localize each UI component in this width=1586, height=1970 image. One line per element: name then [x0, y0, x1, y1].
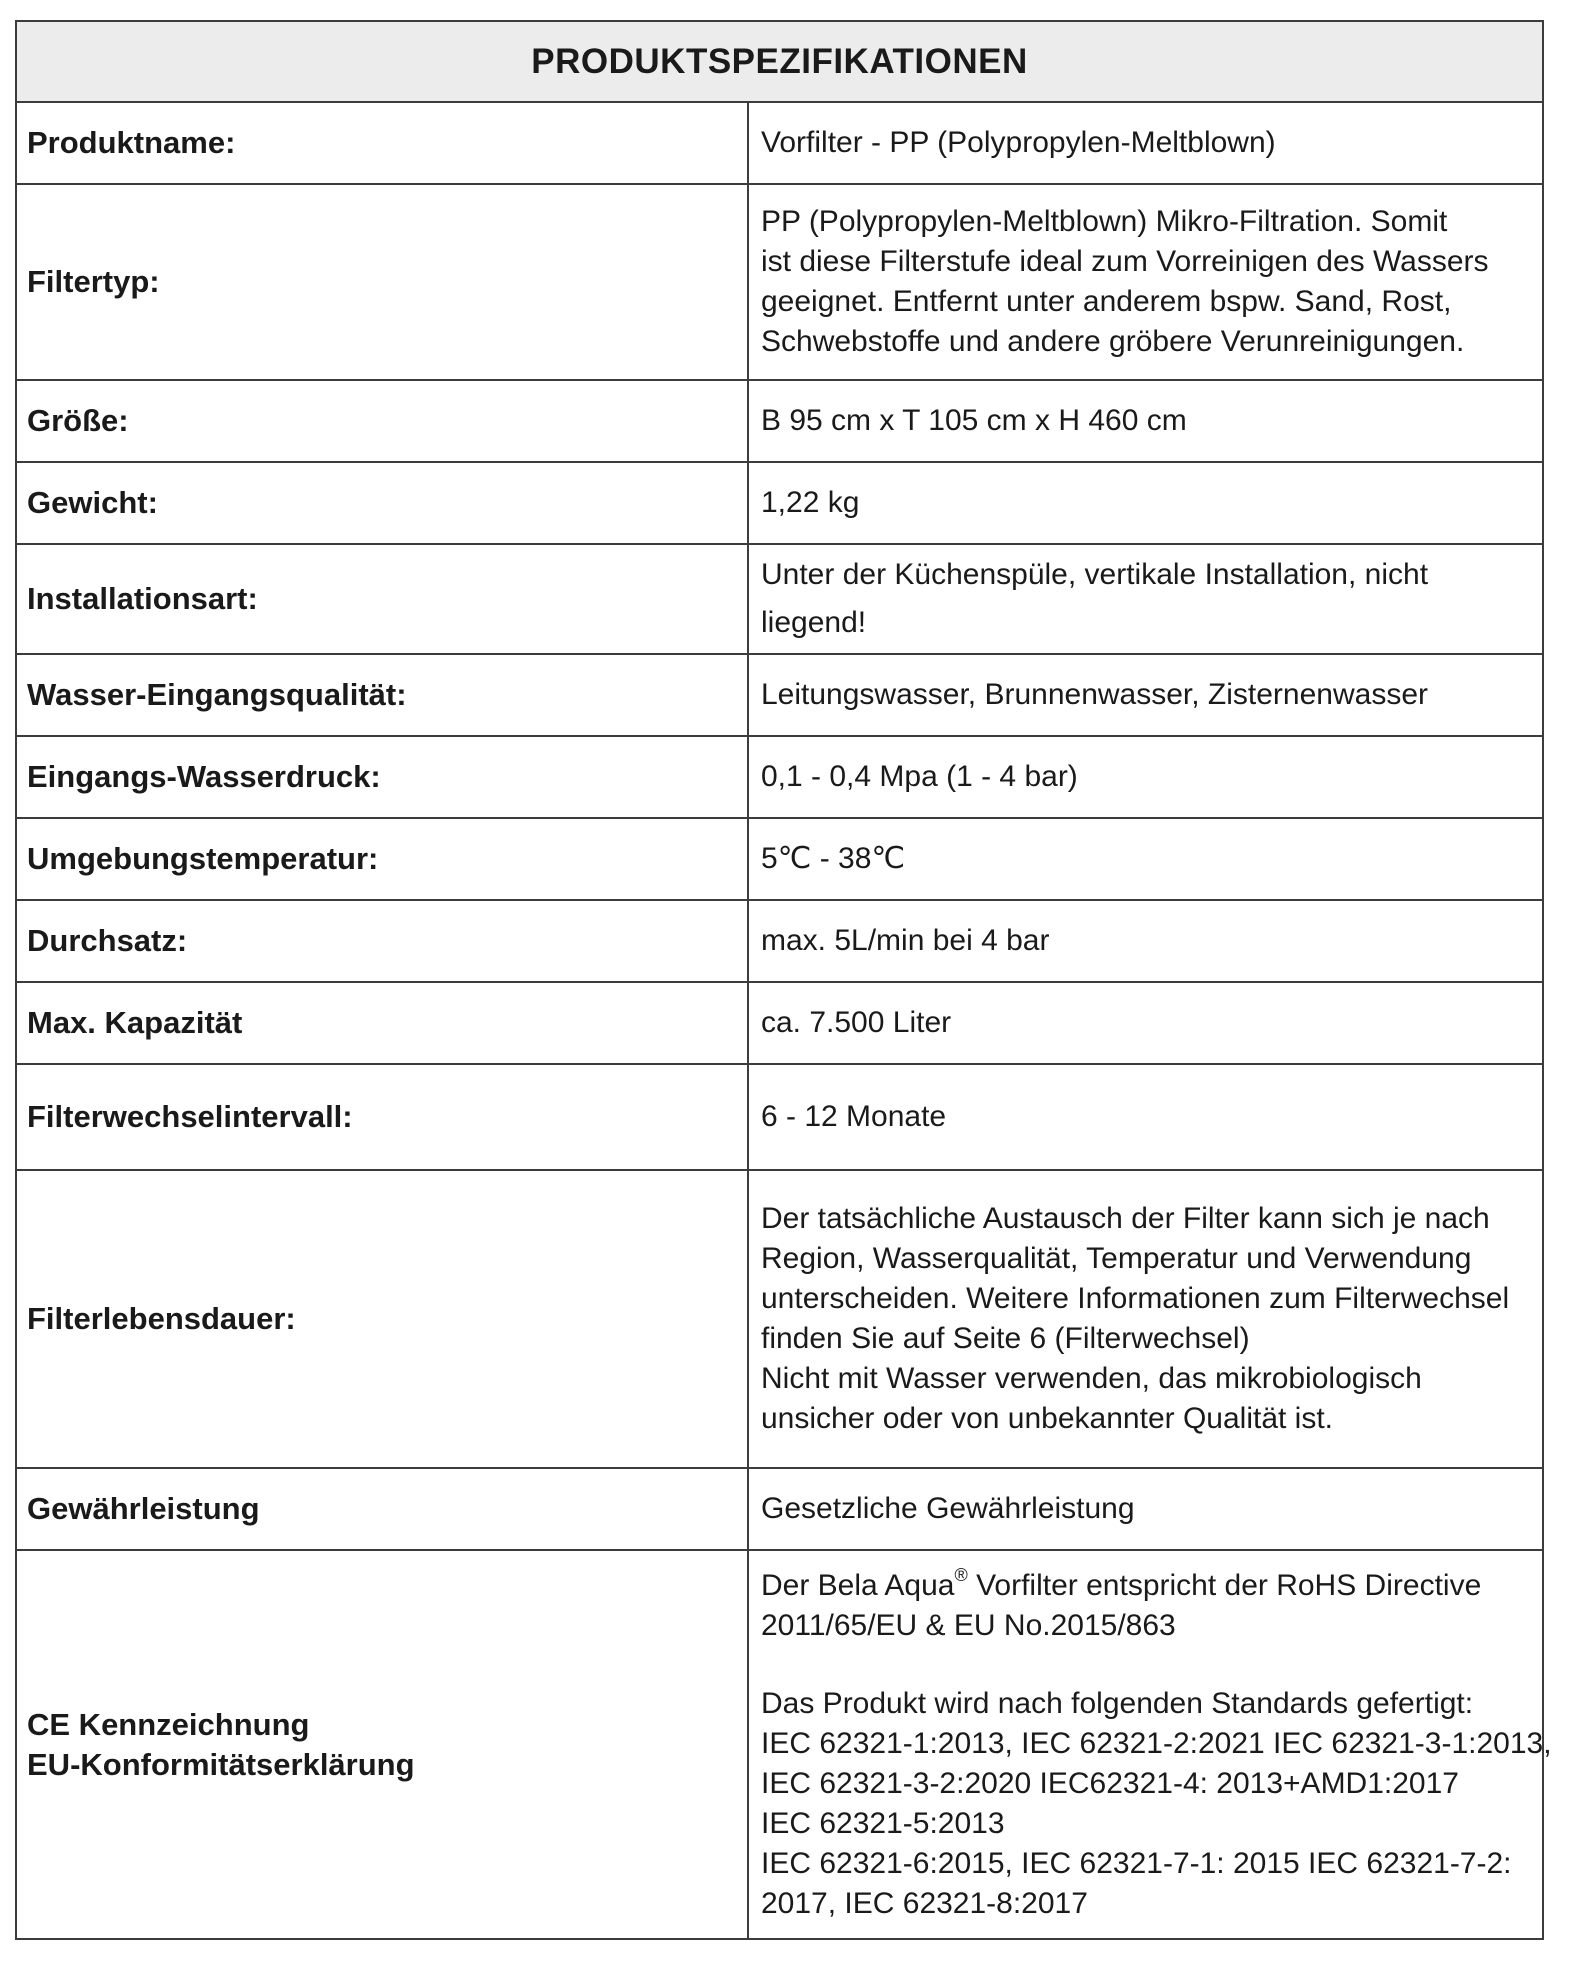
ce-standard-line: IEC 62321-1:2013, IEC 62321-2:2021 IEC 62321-3-1:2013,	[761, 1726, 1552, 1760]
row-label: Gewicht:	[16, 462, 748, 544]
row-value: Unter der Küchenspüle, vertikale Installation, nicht liegend!	[748, 544, 1543, 654]
row-value: Gesetzliche Gewährleistung	[748, 1468, 1543, 1550]
row-label: Größe:	[16, 380, 748, 462]
row-value: B 95 cm x T 105 cm x H 460 cm	[748, 380, 1543, 462]
row-label: Umgebungstemperatur:	[16, 818, 748, 900]
table-title: PRODUKTSPEZIFIKATIONEN	[16, 21, 1543, 102]
table-row	[16, 1064, 1543, 1170]
table-row	[16, 462, 1543, 544]
row-label: Produktname:	[16, 102, 748, 184]
row-label: Gewährleistung	[16, 1468, 748, 1550]
ce-label-line2: EU-Konformitätserklärung	[27, 1746, 415, 1782]
row-value: Vorfilter - PP (Polypropylen-Meltblown)	[748, 102, 1543, 184]
table-row	[16, 1170, 1543, 1468]
row-value: ca. 7.500 Liter	[748, 982, 1543, 1064]
row-label: Wasser-Eingangsqualität:	[16, 654, 748, 736]
row-value: 5℃ - 38℃	[748, 818, 1543, 900]
ce-standards-intro: Das Produkt wird nach folgenden Standards gefertigt:	[761, 1686, 1474, 1720]
table-row	[16, 736, 1543, 818]
table-header-row	[16, 21, 1543, 102]
ce-standard-line: 2017, IEC 62321-8:2017	[761, 1886, 1088, 1920]
row-label: Filterwechselintervall:	[16, 1064, 748, 1170]
row-label: Max. Kapazität	[16, 982, 748, 1064]
ce-label-line1: CE Kennzeichnung	[27, 1706, 310, 1742]
table-row	[16, 1468, 1543, 1550]
row-label: Durchsatz:	[16, 900, 748, 982]
row-value: 0,1 - 0,4 Mpa (1 - 4 bar)	[748, 736, 1543, 818]
row-label: Filtertyp:	[16, 184, 748, 380]
ce-directive: 2011/65/EU & EU No.2015/863	[761, 1608, 1176, 1642]
registered-mark: ®	[954, 1564, 968, 1585]
row-value	[748, 1550, 1552, 1939]
row-value: Leitungswasser, Brunnenwasser, Zisternenwasser	[748, 654, 1543, 736]
row-value: 1,22 kg	[748, 462, 1543, 544]
row-label: Filterlebensdauer:	[16, 1170, 748, 1468]
table-row	[16, 818, 1543, 900]
row-value: 6 - 12 Monate	[748, 1064, 1543, 1170]
table-row	[16, 654, 1543, 736]
ce-standard-line: IEC 62321-6:2015, IEC 62321-7-1: 2015 IEC 62321-7-2:	[761, 1846, 1512, 1880]
spec-table	[15, 20, 1552, 1940]
row-value: Der tatsächliche Austausch der Filter kann sich je nach Region, Wasserqualität, Temperatur und Verwendung unterscheiden. Weitere Informationen zum Filterwechsel finden Sie auf Seite 6 (Filterwechsel) Nicht mit Wasser verwenden, das mikrobiologisch unsicher oder von unbekannter Qualität ist.	[748, 1170, 1543, 1468]
table-row	[16, 184, 1543, 380]
row-label: Eingangs-Wasserdruck:	[16, 736, 748, 818]
row-value: max. 5L/min bei 4 bar	[748, 900, 1543, 982]
ce-brand-line: Der Bela Aqua® Vorfilter entspricht der RoHS Directive	[761, 1564, 1482, 1602]
table-row	[16, 900, 1543, 982]
table-row	[16, 102, 1543, 184]
ce-standard-line: IEC 62321-3-2:2020 IEC62321-4: 2013+AMD1:2017	[761, 1766, 1459, 1800]
ce-standard-line: IEC 62321-5:2013	[761, 1806, 1005, 1840]
row-label: Installationsart:	[16, 544, 748, 654]
table-row	[16, 544, 1543, 654]
table-row-ce	[16, 1550, 1543, 1939]
row-value: PP (Polypropylen-Meltblown) Mikro-Filtration. Somit ist diese Filterstufe ideal zum Vorreinigen des Wassers geeignet. Entfernt unter anderem bspw. Sand, Rost, Schwebstoffe und andere gröbere Verunreinigungen.	[748, 184, 1543, 380]
row-label	[16, 1550, 748, 1939]
table-row	[16, 380, 1543, 462]
table-row	[16, 982, 1543, 1064]
